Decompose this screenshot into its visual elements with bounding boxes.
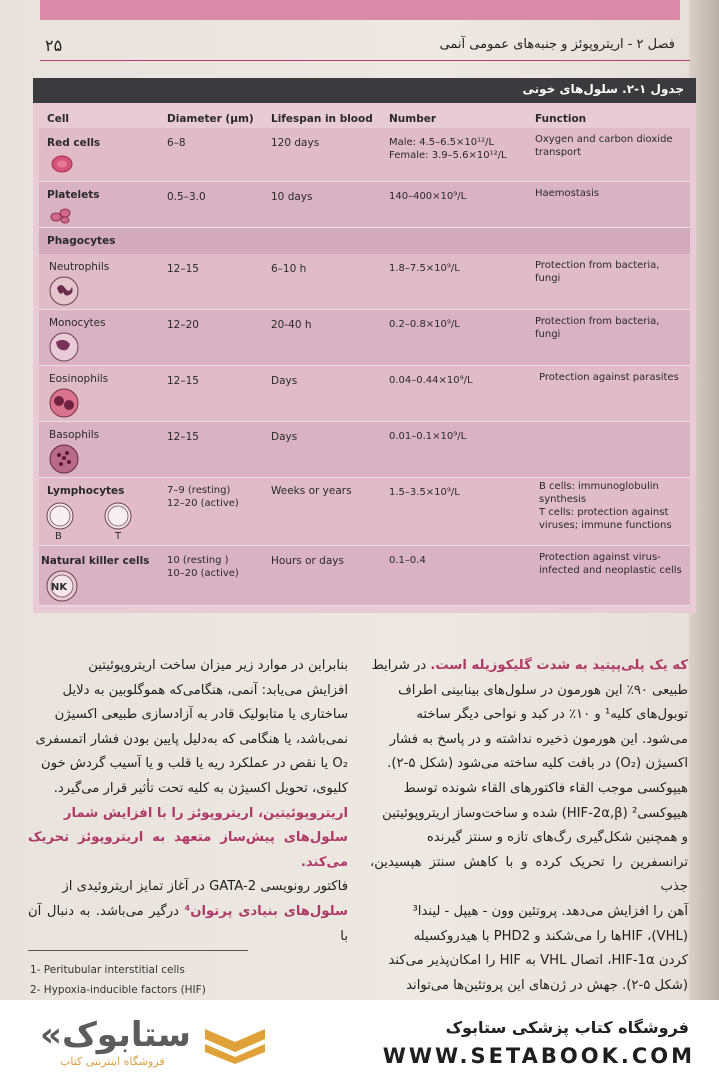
- cell-function: Oxygen and carbon dioxide: [535, 134, 673, 145]
- cell-lifespan: Hours or days: [271, 555, 344, 567]
- paragraph-line: فاکتور رونویسی GATA-2 در آغاز تمایز اریتروئیدی از: [62, 879, 348, 895]
- store-logo-subtitle: فروشگاه اینترنتی کتاب: [60, 1055, 165, 1068]
- b-label: B: [55, 531, 62, 542]
- table-section-row: [39, 228, 690, 254]
- cell-diameter: 12–15: [167, 431, 199, 443]
- paragraph-line: کردن HIF-1α، اتصال VHL به HIF را امکان‌پذیر می‌کند: [388, 953, 688, 969]
- cell-function: Protection against parasites: [539, 372, 679, 383]
- paragraph-line: سلول‌های بنیادی پرتوان⁴ درگیر می‌باشد. به دنبال آن با: [28, 903, 348, 944]
- col-header-number: Number: [389, 113, 437, 125]
- monocyte-icon: [49, 332, 79, 366]
- paragraph-line: طبیعی ۹۰٪ این هورمون در سلول‌های بینابینی اطراف: [398, 682, 688, 698]
- paragraph-line: و همچنین شکل‌گیری رگ‌های تازه و سنتز گیرنده: [426, 830, 688, 846]
- table-row: [39, 128, 690, 182]
- cell-name: Red cells: [47, 137, 101, 149]
- cell-lifespan: 120 days: [271, 137, 320, 149]
- cell-function: Protection from bacteria,: [535, 316, 660, 327]
- store-logo: «ستابوک: [40, 1015, 191, 1055]
- cell-diameter: 10 (resting ): [167, 555, 229, 566]
- paragraph-line: O₂ یا نقص در عملکرد ریه یا قلب و یا آسیب گردش خون: [41, 756, 348, 772]
- cell-diameter: 12–15: [167, 375, 199, 387]
- paragraph-line: هیپوکسی موجب القاء فاکتورهای القاء شونده توسط: [403, 780, 688, 796]
- cell-lifespan: Days: [271, 431, 298, 443]
- cell-function: B cells: immunoglobulin: [539, 481, 659, 492]
- cell-lifespan: Weeks or years: [271, 485, 352, 497]
- cell-diameter: 6–8: [167, 137, 186, 149]
- paragraph-line: ساختاری یا متابولیک قادر به آزادسازی طبیعی اکسیژن: [54, 707, 348, 723]
- cell-function: Protection against virus-: [539, 552, 661, 563]
- footnote-1: 1- Peritubular interstitial cells: [30, 964, 185, 976]
- cell-lifespan: 6–10 h: [271, 263, 307, 275]
- table-row: [39, 366, 690, 422]
- paragraph-line: (شکل ۵-۲). جهش در ژن‌های این پروتئین‌ها می‌تواند: [406, 977, 688, 993]
- nk-label: NK: [51, 582, 68, 593]
- cell-lifespan: 10 days: [271, 191, 313, 203]
- cell-name: Basophils: [49, 429, 100, 441]
- cell-name: Monocytes: [49, 317, 106, 329]
- cell-diameter-2: 10–20 (active): [167, 568, 239, 579]
- cell-number: 1.8–7.5×10⁹/L: [389, 263, 460, 274]
- paragraph-line: افزایش می‌یابد: آنمی، هنگامی‌که هموگلوبین به دلایل: [62, 682, 348, 698]
- store-footer: [0, 1000, 719, 1080]
- table-row: [39, 422, 690, 478]
- t-label: T: [115, 531, 122, 542]
- cell-name: Lymphocytes: [47, 485, 125, 497]
- cell-function: Haemostasis: [535, 188, 600, 199]
- paragraph-line: بنابراین در موارد زیر میزان ساخت اریتروپوئیتین: [88, 658, 348, 673]
- paragraph-line: اکسیژن (O₂) در بافت کلیه ساخته می‌شود (شکل ۵-۲).: [387, 756, 688, 772]
- body-text-right-column: [370, 654, 688, 998]
- cell-number: 0.2–0.8×10⁹/L: [389, 319, 460, 330]
- paragraph-line: سلول‌های پیش‌ساز متعهد به اریتروپوئز تحریک می‌کند.: [28, 830, 348, 870]
- cell-section-name: Phagocytes: [47, 235, 116, 247]
- footnote-rule: [28, 950, 248, 951]
- col-header-lifespan: Lifespan in blood: [271, 113, 373, 125]
- store-title: فروشگاه کتاب پزشکی ستابوک: [445, 1018, 689, 1037]
- table-row: [39, 182, 690, 228]
- neutrophil-icon: [49, 276, 79, 310]
- cell-function: Protection from bacteria,: [535, 260, 660, 271]
- top-color-band: [40, 0, 680, 20]
- cell-number-2: Female: 3.9–5.6×10¹²/L: [389, 150, 507, 161]
- platelet-icon: [49, 206, 73, 228]
- table-title-bar: [33, 78, 696, 103]
- cell-function-2: transport: [535, 147, 582, 158]
- blood-cells-table: [33, 78, 696, 613]
- cell-diameter-2: 12–20 (active): [167, 498, 239, 509]
- cell-name: Neutrophils: [49, 261, 110, 273]
- table-row: [39, 478, 690, 546]
- col-header-function: Function: [535, 113, 587, 125]
- cell-function-4: viruses; immune functions: [539, 520, 672, 531]
- paragraph-line: که یک پلی‌پپتید به شدت گلیکوزیله است. در شرایط: [371, 658, 688, 673]
- cell-diameter: 0.5–3.0: [167, 191, 206, 203]
- cell-function-2: infected and neoplastic cells: [539, 565, 682, 576]
- cell-name: Eosinophils: [49, 373, 109, 385]
- paragraph-line: کلیوی، تحویل اکسیژن به کلیه تحت تأثیر قرار می‌گیرد.: [53, 780, 348, 796]
- cell-diameter: 7–9 (resting): [167, 485, 231, 496]
- cell-function-2: synthesis: [539, 494, 587, 505]
- cell-function-3: T cells: protection against: [539, 507, 669, 518]
- red-cell-icon: [51, 154, 73, 178]
- cell-number: 0.01–0.1×10⁹/L: [389, 431, 467, 442]
- header-rule: [40, 60, 690, 61]
- cell-number: 140–400×10⁹/L: [389, 191, 467, 202]
- cell-number: 1.5–3.5×10⁹/L: [389, 487, 460, 498]
- footnote-2: 2- Hypoxia-inducible factors (HIF): [30, 984, 206, 996]
- cell-diameter: 12–15: [167, 263, 199, 275]
- cell-lifespan: 20-40 h: [271, 319, 312, 331]
- paragraph-line: اریتروپوئیتین، اریتروپوئز را با افزایش شمار: [63, 805, 348, 821]
- basophil-icon: [49, 444, 79, 478]
- running-head: فصل ۲ - اریتروپوئز و جنبه‌های عمومی آنمی: [439, 37, 675, 52]
- col-header-diameter: Diameter (μm): [167, 113, 254, 125]
- paragraph-line: (VHL)، HIFها را می‌شکند و PHD2 با هیدروکسیله: [413, 928, 688, 944]
- body-text-left-column: [28, 654, 348, 949]
- cell-name: Natural killer cells: [41, 555, 150, 567]
- table-title: جدول ۱-۲. سلول‌های خونی: [522, 82, 684, 96]
- paragraph-line: می‌شود. این هورمون ذخیره نداشته و در پاسخ به فشار: [389, 731, 688, 747]
- cell-diameter: 12–20: [167, 319, 199, 331]
- cell-number: 0.1–0.4: [389, 555, 426, 566]
- paragraph-line: آهن را افزایش می‌دهد. پروتئین وون - هیپل - لیندا³: [412, 903, 688, 919]
- table-row: [39, 310, 690, 366]
- paragraph-line: نمی‌باشد، یا هنگامی که به‌دلیل پایین بودن فشار اتمسفری: [35, 731, 348, 747]
- table-row: [39, 254, 690, 310]
- cell-function-2: fungi: [535, 273, 561, 284]
- cell-lifespan: Days: [271, 375, 298, 387]
- paragraph-line: هیپوکسی² (HIF-2α,β) شده و ساخت‌وساز اریتروپوئیتین: [382, 805, 688, 821]
- paragraph-line: ترانسفرین را تحریک کرده و با کاهش سنتز هپسیدین، جذب: [370, 854, 688, 895]
- paragraph-line: توبول‌های کلیه¹ و ۱۰٪ در کبد و نواحی دیگر ساخته: [416, 707, 688, 723]
- eosinophil-icon: [49, 388, 79, 422]
- cell-function-2: fungi: [535, 329, 561, 340]
- store-url[interactable]: WWW.SETABOOK.COM: [382, 1044, 695, 1068]
- col-header-cell: Cell: [47, 113, 70, 125]
- cell-number: 0.04–0.44×10⁹/L: [389, 375, 473, 386]
- cell-name: Platelets: [47, 189, 100, 201]
- table-row: [39, 546, 690, 606]
- cell-number: Male: 4.5–6.5×10¹²/L: [389, 137, 495, 148]
- page-number: ۲۵: [45, 36, 63, 55]
- chevron-logo-icon: [200, 1024, 270, 1068]
